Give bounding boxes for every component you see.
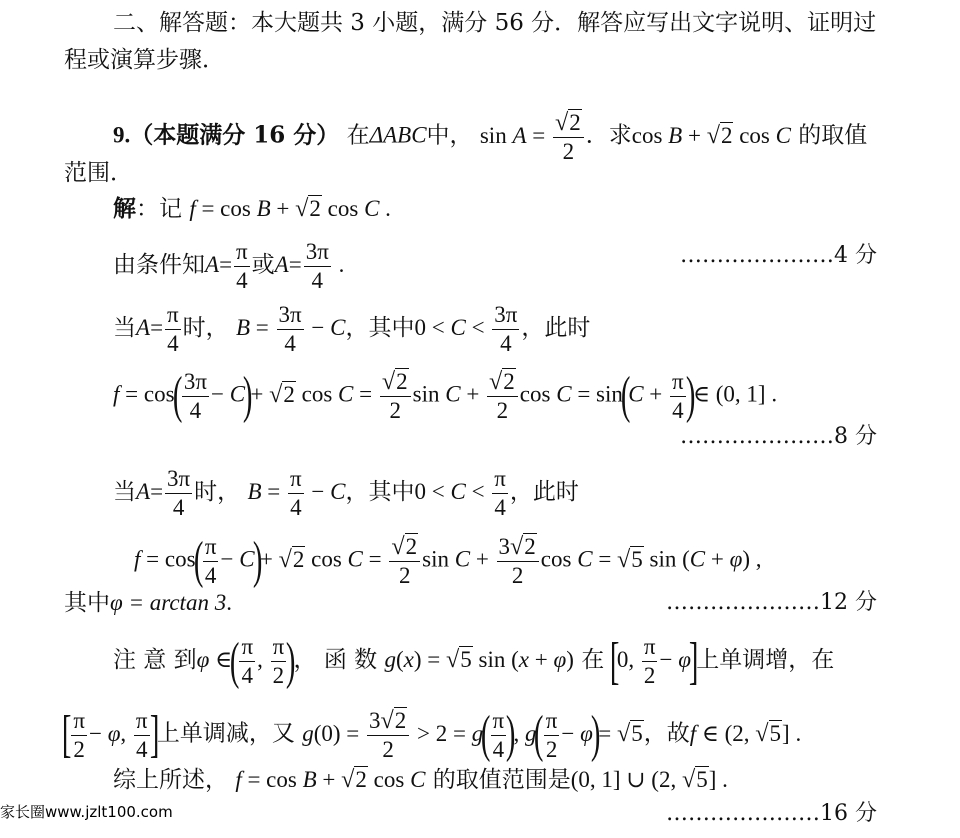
section-heading-line1: 二、解答题：本大题共 3 小题，满分 56 分．解答应写出文字说明、证明过 [113, 10, 877, 36]
solution-label: 解 [113, 195, 136, 222]
section-heading-line2: 程或演算步骤． [64, 47, 225, 73]
monotonicity-line1: 注 意 到φ ∈( $\frac{\pi}{4}$ , $\frac{\pi}{2}$ )， 函 数 g(x) = √5 sin (x + φ) 在 [0, $\frac{\pi}{2}$ − φ]上单调增，在 [113, 632, 835, 690]
definition-f: f = cos B + √2 cos C . [189, 195, 391, 222]
summary-line: 综上所述， f = cos B + √2 cos C 的取值范围是(0, 1] ∪ (2, √5] . [113, 766, 728, 793]
case2-line: 当A= $\frac{3\pi}{4}$ 时， B = $\frac{\pi}{4}$ − C，其中0 < C < $\frac{\pi}{4}$ ，此时 [113, 466, 579, 521]
score-16: …………………16 分 [666, 801, 877, 826]
score-12: …………………12 分 [666, 590, 877, 615]
triangle-label: ΔABC [369, 122, 427, 148]
solution-intro: 解：记 f = cos B + √2 cos C . [113, 195, 391, 222]
watermark: 家长圈www.jzlt100.com [0, 803, 173, 821]
given-condition: sin A = $\frac{√2}{2}$ [480, 123, 586, 148]
score-4: …………………4 分 [680, 243, 877, 268]
phi-definition: 其中φ = arctan 3. [64, 590, 232, 616]
case2-formula: f = cos( $\frac{\pi}{4}$ − C)+ √2 cos C = $\frac{√2}{2}$ sin C + $\frac{3√2}{2}$ cos C = √5 sin (C + φ) , [134, 532, 762, 590]
score-8: …………………8 分 [680, 424, 877, 449]
monotonicity-line2: [ $\frac{\pi}{2}$ − φ, $\frac{\pi}{4}$ ]上单调减，又 g(0) = $\frac{3√2}{2}$ > 2 = g( $\frac{\pi}{4}$ ), g( $\frac{\pi}{2}$ − φ)= √5，故f ∈ (2, √5] . [61, 706, 802, 764]
condition-line: 由条件知A= $\frac{\pi}{4}$ 或A= $\frac{3\pi}{4}$ . [113, 239, 345, 294]
target-expression: cos B + √2 cos C [631, 121, 791, 149]
case1-line: 当A= $\frac{\pi}{4}$ 时， B = $\frac{3\pi}{4}$ − C，其中0 < C < $\frac{3\pi}{4}$ ，此时 [113, 302, 591, 357]
problem-number: 9. [113, 122, 131, 148]
problem-statement: 9.（本题满分 16 分） 在ΔABC中， sin A = $\frac{√2}{2}$ ．求cos B + √2 cos C 的取值 [113, 109, 868, 165]
problem-points-note: （本题满分 16 分） [130, 121, 340, 149]
case1-formula: f = cos( $\frac{3\pi}{4}$ − C)+ √2 cos C = $\frac{√2}{2}$ sin C + $\frac{√2}{2}$ cos C = sin(C + $\frac{\pi}{4}$ )∈ (0, 1] . [113, 367, 778, 425]
problem-statement-line2: 范围． [64, 160, 133, 186]
